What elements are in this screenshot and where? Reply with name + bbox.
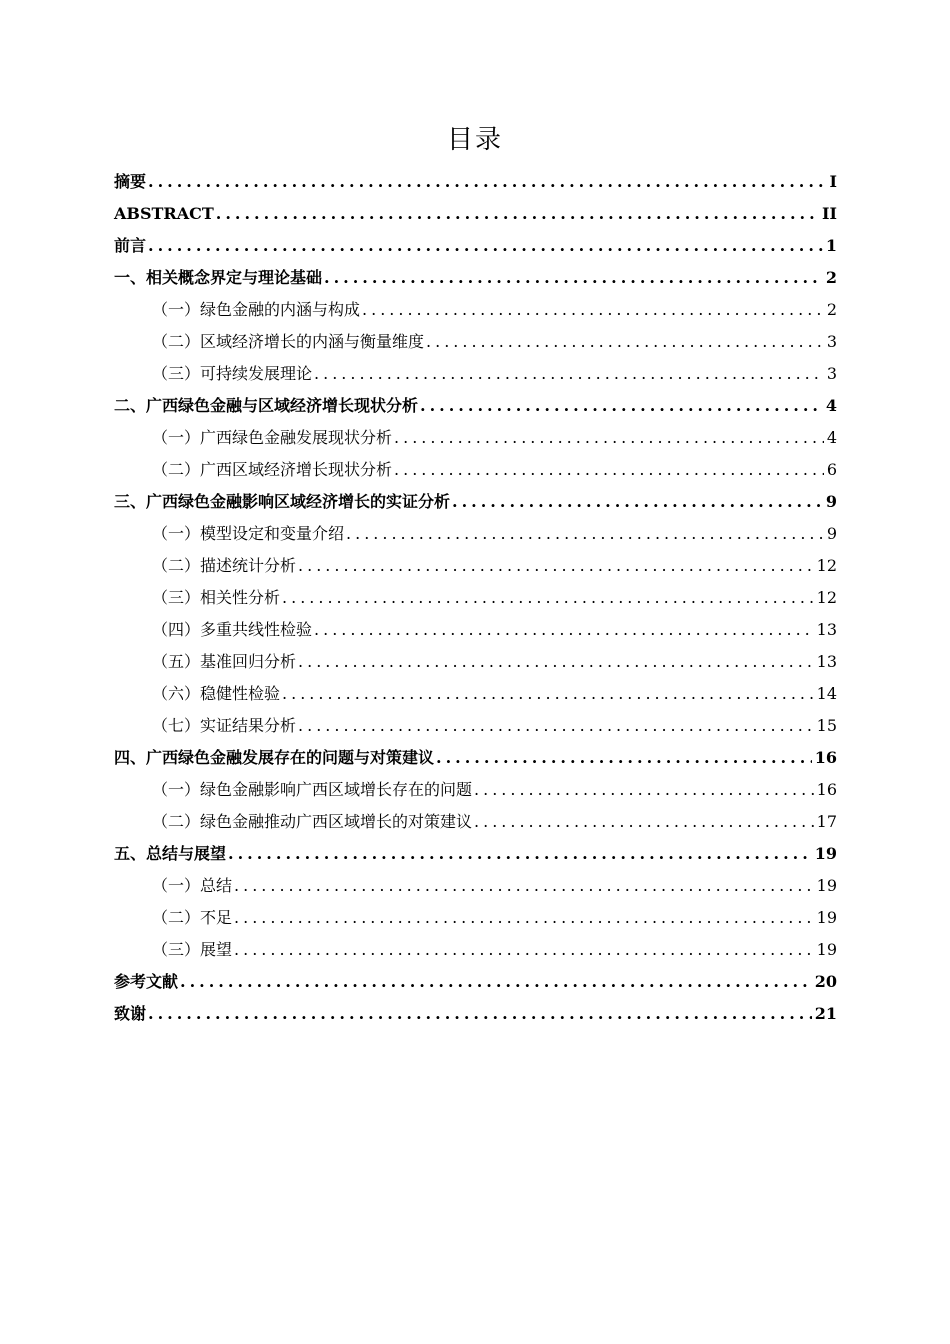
- toc-entry-label: 五、总结与展望: [114, 844, 227, 863]
- toc-page-number: 3: [826, 364, 837, 383]
- toc-dot-leader: [436, 742, 812, 774]
- toc-page-number: 16: [816, 780, 837, 799]
- toc-dot-leader: [394, 422, 824, 454]
- toc-entry-label: （三）相关性分析: [152, 588, 281, 607]
- toc-entry[interactable]: [114, 838, 837, 870]
- toc-entry[interactable]: [114, 390, 837, 422]
- toc-entry[interactable]: [114, 710, 837, 742]
- toc-page-number: 3: [826, 332, 837, 351]
- toc-dot-leader: [216, 198, 819, 230]
- toc-entry[interactable]: [114, 518, 837, 550]
- toc-page-number: 12: [816, 556, 837, 575]
- toc-dot-leader: [148, 166, 827, 198]
- toc-entry-label: ABSTRACT: [114, 204, 214, 223]
- toc-entry[interactable]: [114, 646, 837, 678]
- toc-dot-leader: [314, 614, 814, 646]
- toc-dot-leader: [314, 358, 824, 390]
- toc-entry[interactable]: [114, 358, 837, 390]
- toc-entry[interactable]: [114, 806, 837, 838]
- toc-dot-leader: [228, 838, 812, 870]
- toc-dot-leader: [474, 806, 814, 838]
- toc-dot-leader: [282, 582, 814, 614]
- toc-page-number: 19: [816, 876, 837, 895]
- toc-entry[interactable]: [114, 934, 837, 966]
- toc-dot-leader: [180, 966, 812, 998]
- toc-dot-leader: [234, 870, 814, 902]
- toc-entry[interactable]: [114, 326, 837, 358]
- toc-dot-leader: [420, 390, 823, 422]
- toc-page-number: II: [822, 204, 837, 223]
- toc-entry-label: （二）广西区域经济增长现状分析: [152, 460, 393, 479]
- toc-dot-leader: [426, 326, 824, 358]
- toc-page-number: 4: [825, 396, 837, 415]
- toc-entry[interactable]: [114, 230, 837, 262]
- toc-entry-label: 一、相关概念界定与理论基础: [114, 268, 323, 287]
- toc-entry-label: 参考文献: [114, 972, 179, 991]
- toc-entry-label: （一）绿色金融影响广西区域增长存在的问题: [152, 780, 473, 799]
- toc-entry-label: （七）实证结果分析: [152, 716, 297, 735]
- toc-entry-label: 前言: [114, 236, 147, 255]
- toc-entry-label: 致谢: [114, 1004, 147, 1023]
- toc-page-number: I: [829, 172, 837, 191]
- toc-page-number: 15: [816, 716, 837, 735]
- toc-page-number: 19: [816, 940, 837, 959]
- toc-entry[interactable]: [114, 294, 837, 326]
- toc-page-number: 20: [814, 972, 837, 991]
- toc-page-number: 6: [826, 460, 837, 479]
- toc-dot-leader: [234, 902, 814, 934]
- toc-page-number: 13: [816, 652, 837, 671]
- toc-entry-label: （二）绿色金融推动广西区域增长的对策建议: [152, 812, 473, 831]
- toc-entry-label: （二）不足: [152, 908, 233, 927]
- toc-dot-leader: [298, 646, 814, 678]
- toc-entry-label: （三）可持续发展理论: [152, 364, 313, 383]
- toc-entry[interactable]: [114, 454, 837, 486]
- toc-page-number: 1: [825, 236, 837, 255]
- toc-dot-leader: [148, 230, 823, 262]
- toc-dot-leader: [346, 518, 824, 550]
- toc-page-number: 14: [816, 684, 837, 703]
- toc-page-number: 19: [814, 844, 837, 863]
- toc-entry-label: （一）总结: [152, 876, 233, 895]
- toc-dot-leader: [148, 998, 812, 1030]
- toc-entry[interactable]: [114, 582, 837, 614]
- toc-entry[interactable]: [114, 550, 837, 582]
- toc-dot-leader: [362, 294, 824, 326]
- toc-entry[interactable]: [114, 198, 837, 230]
- toc-page-number: 9: [826, 524, 837, 543]
- toc-page-number: 4: [826, 428, 837, 447]
- toc-entry-label: （六）稳健性检验: [152, 684, 281, 703]
- toc-entry-label: （四）多重共线性检验: [152, 620, 313, 639]
- toc-entry-label: （二）描述统计分析: [152, 556, 297, 575]
- toc-dot-leader: [324, 262, 823, 294]
- toc-entry-label: 四、广西绿色金融发展存在的问题与对策建议: [114, 748, 435, 767]
- toc-entry[interactable]: [114, 774, 837, 806]
- toc-entry-label: （五）基准回归分析: [152, 652, 297, 671]
- toc-title: 目录: [446, 125, 503, 155]
- toc-entry[interactable]: [114, 678, 837, 710]
- toc-page-number: 2: [825, 268, 837, 287]
- toc-entry-label: （一）绿色金融的内涵与构成: [152, 300, 361, 319]
- toc-page-number: 19: [816, 908, 837, 927]
- toc-dot-leader: [234, 934, 814, 966]
- toc-page-number: 9: [825, 492, 837, 511]
- toc-dot-leader: [298, 710, 814, 742]
- toc-entry[interactable]: [114, 998, 837, 1030]
- toc-page-number: 2: [826, 300, 837, 319]
- toc-dot-leader: [474, 774, 814, 806]
- toc-entry[interactable]: [114, 966, 837, 998]
- toc-page-number: 12: [816, 588, 837, 607]
- toc-page-number: 17: [816, 812, 837, 831]
- toc-page-number: 16: [814, 748, 837, 767]
- toc-entry-label: （三）展望: [152, 940, 233, 959]
- table-of-contents: [114, 166, 837, 1030]
- toc-entry[interactable]: [114, 870, 837, 902]
- toc-entry-label: 二、广西绿色金融与区域经济增长现状分析: [114, 396, 419, 415]
- toc-entry-label: （二）区域经济增长的内涵与衡量维度: [152, 332, 425, 351]
- toc-dot-leader: [298, 550, 814, 582]
- toc-entry[interactable]: [114, 486, 837, 518]
- toc-entry-label: （一）模型设定和变量介绍: [152, 524, 345, 543]
- toc-entry[interactable]: [114, 902, 837, 934]
- toc-entry-label: 三、广西绿色金融影响区域经济增长的实证分析: [114, 492, 451, 511]
- toc-entry-label: 摘要: [114, 172, 147, 191]
- toc-dot-leader: [394, 454, 824, 486]
- toc-entry-label: （一）广西绿色金融发展现状分析: [152, 428, 393, 447]
- toc-entry[interactable]: [114, 422, 837, 454]
- toc-page-number: 13: [816, 620, 837, 639]
- toc-entry[interactable]: [114, 742, 837, 774]
- toc-page-number: 21: [814, 1004, 837, 1023]
- toc-entry[interactable]: [114, 262, 837, 294]
- toc-entry[interactable]: [114, 166, 837, 198]
- toc-dot-leader: [452, 486, 823, 518]
- toc-dot-leader: [282, 678, 814, 710]
- toc-entry[interactable]: [114, 614, 837, 646]
